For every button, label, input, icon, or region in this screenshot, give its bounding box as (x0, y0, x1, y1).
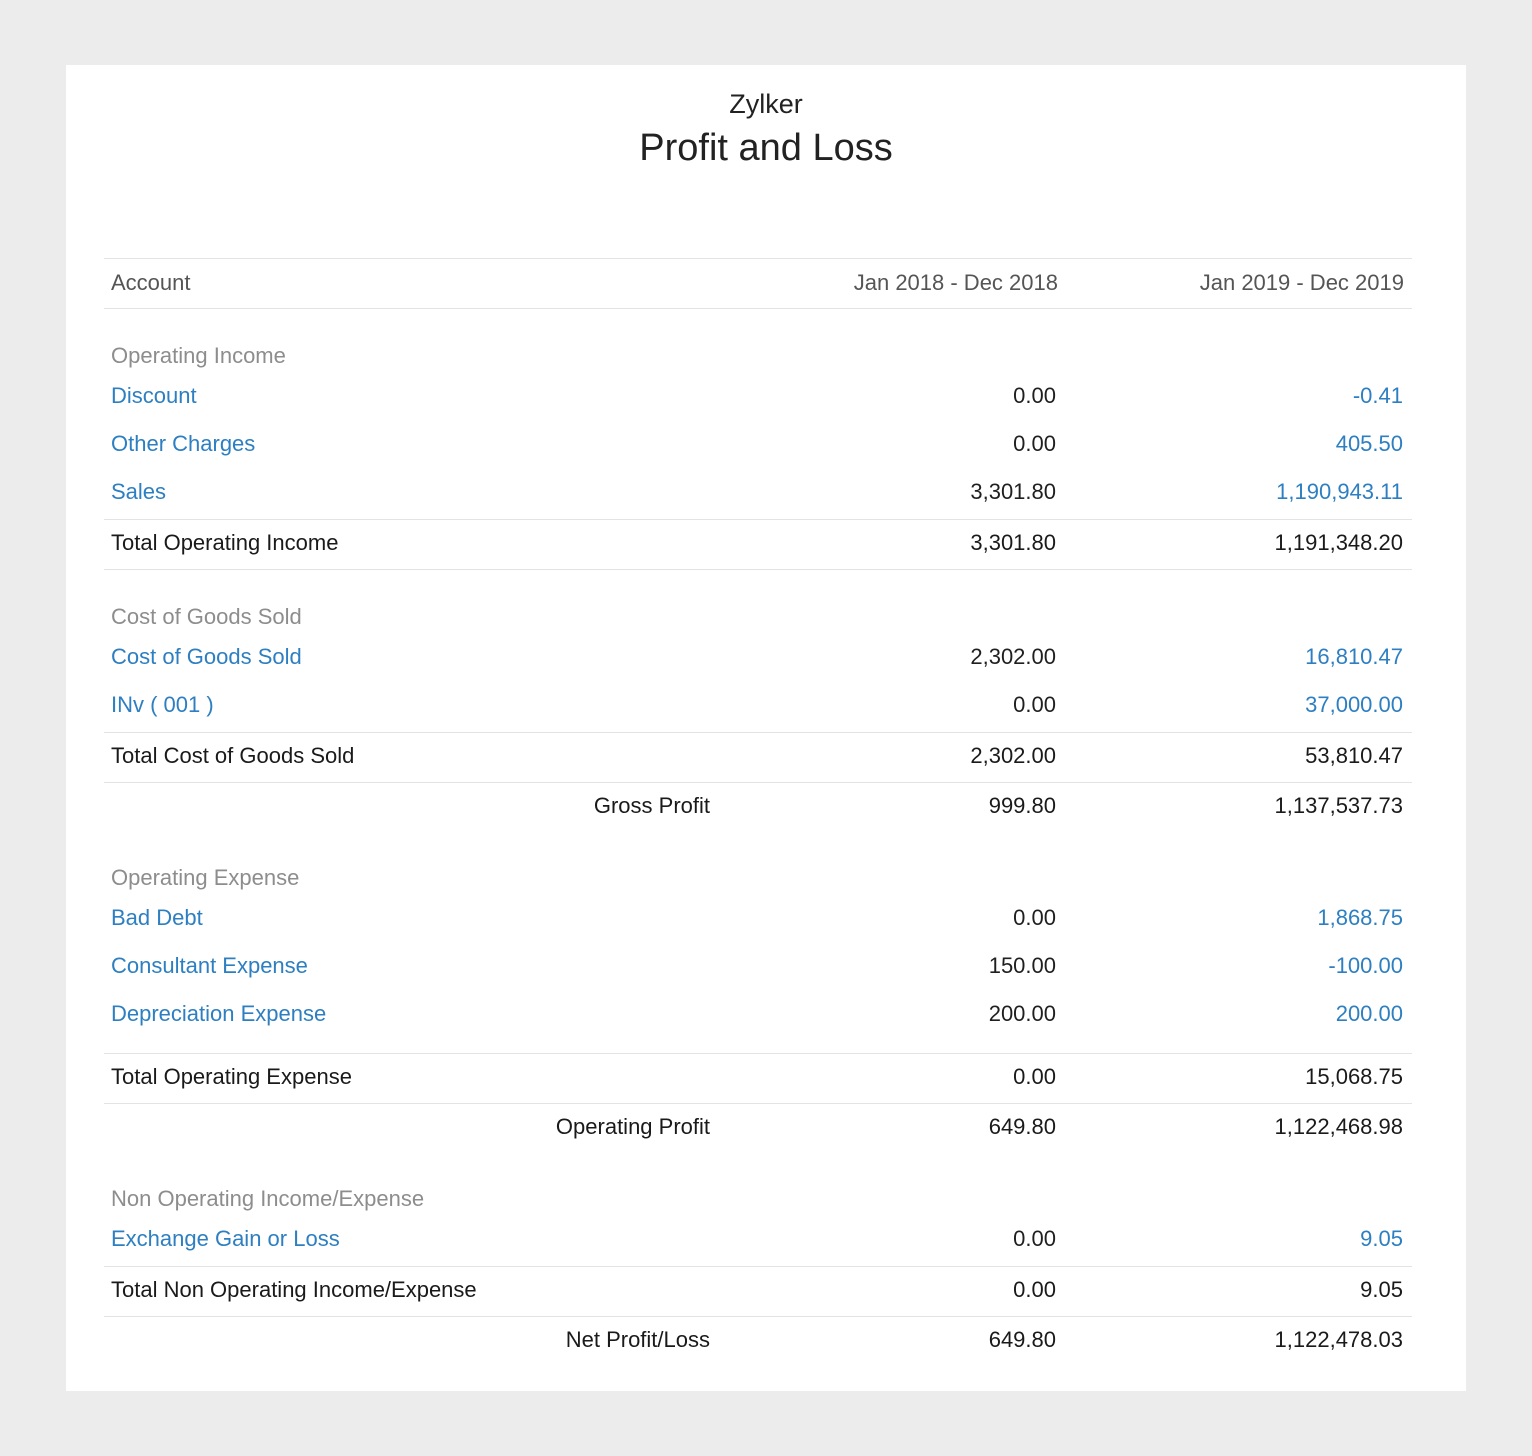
amount-2018: 3,301.80 (970, 479, 1056, 504)
amount-2018: 2,302.00 (970, 644, 1056, 669)
divider (104, 782, 1412, 783)
amount-2019-link[interactable]: 37,000.00 (1305, 692, 1403, 717)
divider (104, 1266, 1412, 1267)
account-link[interactable]: Discount (111, 383, 197, 408)
amount-2018: 0.00 (1013, 1226, 1056, 1251)
amount-2018: 0.00 (1013, 692, 1056, 717)
report-card (66, 65, 1466, 1391)
column-header-2018: Jan 2018 - Dec 2018 (853, 270, 1058, 295)
divider (104, 519, 1412, 520)
divider (104, 1053, 1412, 1054)
organization-name: Zylker (729, 89, 803, 119)
divider (104, 732, 1412, 733)
divider (104, 1316, 1412, 1317)
account-link[interactable]: Cost of Goods Sold (111, 644, 302, 669)
account-link[interactable]: Bad Debt (111, 905, 203, 930)
amount-2019-link[interactable]: -100.00 (1328, 953, 1403, 978)
column-header-account: Account (111, 270, 191, 295)
account-link[interactable]: Sales (111, 479, 167, 504)
report-table: Account Jan 2018 - Dec 2018 Jan 2019 - Dec 2019 Operating Income Discount 0.00 -0.41 Other Charges 0.00 405.50 Sales 3,301.80 1,190,943.11 Total Operating Income 3,301.80 1,191,348.20 Cost of Goods Sold Cost of Goods Sold 2,302.00 16,810.47 INv ( 001 ) 0.00 37,000.00 Total Cost of Goods Sold 2,302.00 53,810.47 Gross Profit 999.80 1,137,537.73 Operating Expense Bad Debt 0.00 1,868.75 Consultant Expense 150.00 -100.00 Depreciation Expense 200.00 200.00 Total Operating Expense 0.00 15,068.75 Operating Profit 649.80 1,122,468.98 Non Operating Income/Expense Exchange Gain or Loss 0.00 9.05 Total Non Operating Income/Expense 0.00 9.05 Net Profit/Loss 649.80 1,122,478.03 (104, 258, 1412, 309)
amount-2019-link[interactable]: 1,190,943.11 (1276, 479, 1403, 504)
amount-2018: 0.00 (1013, 905, 1056, 930)
account-link[interactable]: Depreciation Expense (111, 1001, 327, 1026)
amount-2019-link[interactable]: -0.41 (1352, 383, 1403, 408)
column-header-2019: Jan 2019 - Dec 2019 (1199, 270, 1404, 295)
amount-2019-link[interactable]: 1,868.75 (1317, 905, 1403, 930)
account-link[interactable]: Other Charges (111, 431, 256, 456)
divider (104, 569, 1412, 570)
amount-2019-link[interactable]: 200.00 (1335, 1001, 1403, 1026)
table-header (104, 258, 1412, 309)
amount-2018: 200.00 (988, 1001, 1056, 1026)
amount-2019-link[interactable]: 9.05 (1360, 1226, 1403, 1251)
divider (104, 1103, 1412, 1104)
account-link[interactable]: INv ( 001 ) (111, 692, 214, 717)
amount-2018: 0.00 (1013, 431, 1056, 456)
amount-2019-link[interactable]: 16,810.47 (1305, 644, 1403, 669)
account-link[interactable]: Exchange Gain or Loss (111, 1226, 340, 1251)
amount-2018: 0.00 (1013, 383, 1056, 408)
amount-2018: 150.00 (988, 953, 1056, 978)
amount-2019-link[interactable]: 405.50 (1335, 431, 1403, 456)
report-title: Profit and Loss (639, 127, 893, 169)
account-link[interactable]: Consultant Expense (111, 953, 308, 978)
